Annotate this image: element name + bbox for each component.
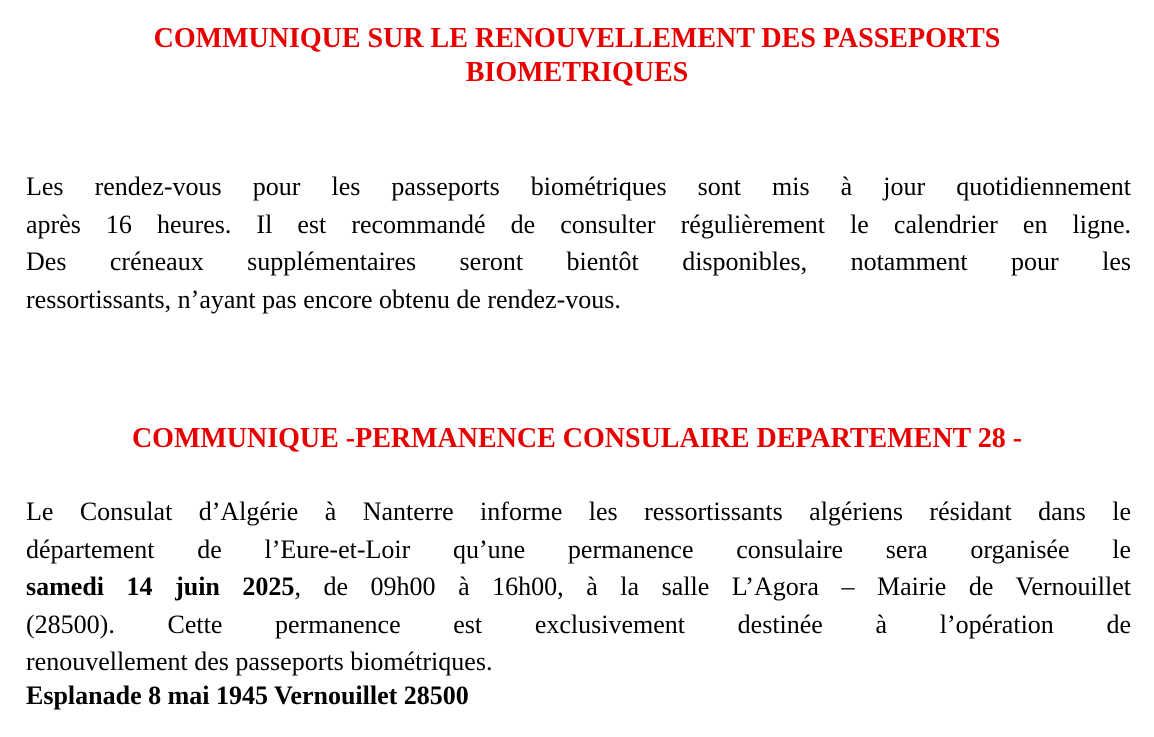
passport-renewal-paragraph bbox=[26, 168, 1131, 318]
event-details: , de 09h00 à 16h00, à la salle L’Agora – Mairie de Vernouillet bbox=[294, 572, 1131, 601]
event-address: Esplanade 8 mai 1945 Vernouillet 28500 bbox=[26, 681, 469, 710]
event-date: samedi 14 juin 2025 bbox=[26, 572, 295, 601]
paragraph-line: Des créneaux supplémentaires seront bientôt disponibles, notamment pour les bbox=[26, 247, 1131, 276]
title-line: BIOMETRIQUES bbox=[465, 57, 689, 88]
paragraph-line bbox=[26, 568, 1131, 606]
paragraph-line: Les rendez-vous pour les passeports biométriques sont mis à jour quotidiennement bbox=[26, 172, 1131, 201]
paragraph-line: (28500). Cette permanence est exclusivement destinée à l’opération de bbox=[26, 609, 1131, 639]
paragraph-line: Le Consulat d’Algérie à Nanterre informe les ressortissants algériens résidant dans le bbox=[26, 497, 1131, 526]
consular-permanence-paragraph bbox=[26, 493, 1131, 681]
paragraph-line: ressortissants, n’ayant pas encore obtenu de rendez-vous. bbox=[26, 284, 621, 314]
paragraph-line: département de l’Eure-et-Loir qu’une permanence consulaire sera organisée le bbox=[26, 534, 1131, 564]
consular-permanence-title: COMMUNIQUE -PERMANENCE CONSULAIRE DEPARTEMENT 28 - bbox=[131, 423, 1023, 454]
title-line: COMMUNIQUE SUR LE RENOUVELLEMENT DES PASSEPORTS bbox=[153, 23, 1001, 54]
paragraph-line: renouvellement des passeports biométriques. bbox=[26, 647, 493, 676]
paragraph-line: après 16 heures. Il est recommandé de consulter régulièrement le calendrier en ligne. bbox=[26, 209, 1131, 239]
passport-renewal-title bbox=[0, 22, 1154, 90]
